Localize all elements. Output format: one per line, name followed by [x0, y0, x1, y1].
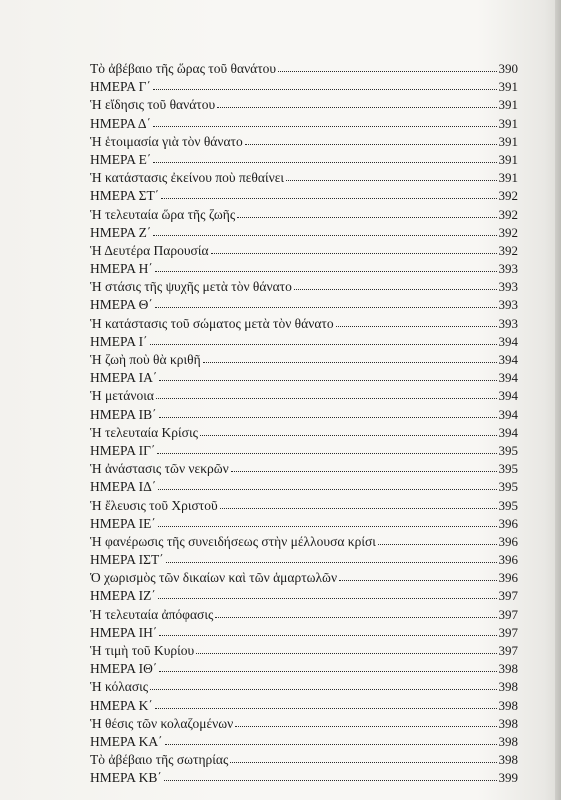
dot-leader: [158, 597, 497, 599]
toc-entry-title: Ἡ θέσις τῶν κολαζομένων: [90, 715, 234, 731]
toc-entry-title: ΗΜΕΡΑ ΚΑ΄: [90, 733, 163, 749]
toc-entry-title: Ἡ κόλασις: [90, 679, 149, 695]
toc-entry-title: Ἡ τελευταία ὥρα τῆς ζωῆς: [90, 206, 236, 222]
toc-entry: [90, 460, 518, 478]
dot-leader: [156, 397, 497, 399]
toc-entry-page-number: 393: [498, 279, 518, 295]
toc-entry: [90, 115, 518, 133]
dot-leader: [231, 470, 497, 472]
toc-entry-page-number: 394: [498, 352, 518, 367]
toc-entry-page-number: 397: [498, 606, 518, 622]
dot-leader: [166, 561, 497, 563]
toc-entry: [90, 224, 518, 242]
dot-leader: [230, 761, 496, 763]
toc-entry-page-number: 397: [498, 588, 518, 604]
toc-entry: [90, 551, 518, 569]
toc-entry-page-number: 399: [498, 770, 518, 786]
toc-entry: [90, 406, 518, 424]
dot-leader: [378, 543, 497, 545]
dot-leader: [153, 161, 496, 163]
toc-entry-page-number: 391: [498, 151, 518, 167]
toc-entry-title: ΗΜΕΡΑ Ι΄: [90, 333, 148, 349]
toc-entry-title: Τὸ ἀβέβαιο τῆς ὥρας τοῦ θανάτου: [90, 61, 277, 76]
toc-entry-title: ΗΜΕΡΑ Θ΄: [90, 297, 153, 313]
toc-entry-title: Ἡ ἔλευσις τοῦ Χριστοῦ: [90, 497, 218, 513]
toc-entry: [90, 187, 518, 205]
dot-leader: [237, 216, 496, 218]
toc-entry: [90, 169, 518, 187]
toc-entry-title: ΗΜΕΡΑ ΙΖ΄: [90, 588, 156, 604]
toc-entry: [90, 642, 518, 660]
dot-leader: [294, 288, 497, 290]
toc-entry: [90, 624, 518, 642]
toc-entry-page-number: 392: [498, 206, 518, 222]
dot-leader: [220, 507, 497, 509]
dot-leader: [339, 579, 496, 581]
toc-entry-title: ΗΜΕΡΑ Γ΄: [90, 79, 151, 95]
toc-entry-page-number: 394: [498, 406, 518, 422]
dot-leader: [196, 652, 496, 654]
dot-leader: [278, 70, 496, 72]
toc-entry-page-number: 396: [498, 515, 518, 531]
toc-entry-title: ΗΜΕΡΑ ΙΔ΄: [90, 479, 157, 495]
dot-leader: [159, 634, 496, 636]
dot-leader: [155, 707, 497, 709]
toc-entry: [90, 333, 518, 351]
dot-leader: [217, 106, 496, 108]
toc-entry-title: ΗΜΕΡΑ ΙΑ΄: [90, 370, 158, 386]
toc-entry-title: Ἡ ἑτοιμασία γιὰ τὸν θάνατο: [90, 133, 243, 149]
dot-leader: [150, 343, 497, 345]
toc-entry: [90, 242, 518, 260]
toc-entry-title: Ἡ εἴδησις τοῦ θανάτου: [90, 97, 216, 113]
dot-leader: [165, 743, 497, 745]
dot-leader: [336, 325, 497, 327]
toc-entry-page-number: 398: [498, 697, 518, 713]
table-of-contents: [90, 60, 518, 788]
toc-entry-title: Ἡ ἀνάστασις τῶν νεκρῶν: [90, 461, 229, 477]
toc-entry-title: ΗΜΕΡΑ ΙΗ΄: [90, 624, 158, 640]
dot-leader: [215, 616, 496, 618]
dot-leader: [203, 361, 497, 363]
toc-entry: [90, 387, 518, 405]
toc-entry: [90, 769, 518, 787]
dot-leader: [158, 525, 497, 527]
toc-entry-page-number: 397: [498, 624, 518, 640]
toc-entry: [90, 369, 518, 387]
toc-entry-title: ΗΜΕΡΑ Ε΄: [90, 151, 152, 167]
toc-entry-title: Ἡ τιμὴ τοῦ Κυρίου: [90, 643, 195, 658]
toc-entry-title: Ἡ φανέρωσις τῆς συνειδήσεως στὴν μέλλουσα κρίσι: [90, 533, 376, 549]
toc-entry-page-number: 394: [498, 370, 518, 386]
toc-entry-page-number: 395: [498, 479, 518, 495]
toc-entry-title: ΗΜΕΡΑ ΙΣΤ΄: [90, 552, 164, 568]
toc-entry: [90, 206, 518, 224]
toc-entry: [90, 569, 518, 587]
toc-entry-page-number: 394: [498, 333, 518, 349]
toc-entry-page-number: 398: [498, 752, 518, 768]
toc-entry-page-number: 393: [498, 297, 518, 313]
toc-entry-title: ΗΜΕΡΑ ΙΓ΄: [90, 442, 156, 458]
dot-leader: [200, 434, 497, 436]
toc-entry: [90, 678, 518, 696]
toc-entry: [90, 133, 518, 151]
toc-entry: [90, 78, 518, 96]
toc-entry-page-number: 398: [498, 733, 518, 749]
toc-entry: [90, 515, 518, 533]
dot-leader: [153, 88, 497, 90]
toc-entry-title: Ἡ τελευταία ἀπόφασις: [90, 606, 214, 622]
toc-entry-page-number: 395: [498, 497, 518, 513]
toc-entry-title: ΗΜΕΡΑ Η΄: [90, 261, 153, 277]
toc-entry-title: Ἡ Δευτέρα Παρουσία: [90, 242, 209, 258]
toc-entry-page-number: 394: [498, 388, 518, 404]
toc-entry: [90, 715, 518, 733]
toc-entry-title: Ἡ στάσις τῆς ψυχῆς μετὰ τὸν θάνατο: [90, 279, 292, 295]
toc-entry-title: Ἡ τελευταία Κρίσις: [90, 424, 198, 440]
dot-leader: [150, 688, 496, 690]
toc-entry-page-number: 394: [498, 424, 518, 440]
toc-entry-page-number: 395: [498, 442, 518, 458]
toc-entry-page-number: 392: [498, 188, 518, 204]
dot-leader: [153, 125, 496, 127]
toc-entry-title: ΗΜΕΡΑ Κ΄: [90, 697, 153, 713]
dot-leader: [155, 270, 497, 272]
toc-entry-title: Ἡ ζωὴ ποὺ θὰ κριθῆ: [90, 352, 201, 367]
toc-entry-title: ΗΜΕΡΑ ΚΒ΄: [90, 770, 162, 786]
toc-entry-page-number: 391: [498, 115, 518, 131]
dot-leader: [235, 725, 496, 727]
toc-entry-title: Ἡ κατάστασις ἐκείνου ποὺ πεθαίνει: [90, 170, 285, 186]
toc-entry-page-number: 391: [498, 97, 518, 113]
dot-leader: [161, 197, 496, 199]
dot-leader: [286, 179, 496, 181]
toc-entry: [90, 497, 518, 515]
dot-leader: [159, 670, 496, 672]
toc-entry-title: ΗΜΕΡΑ Ζ΄: [90, 224, 152, 240]
toc-entry: [90, 60, 518, 78]
toc-entry-title: Τὸ ἀβέβαιο τῆς σωτηρίας: [90, 752, 229, 768]
toc-entry-page-number: 398: [498, 715, 518, 731]
toc-entry-page-number: 393: [498, 261, 518, 277]
toc-entry: [90, 151, 518, 169]
dot-leader: [157, 452, 496, 454]
toc-entry-page-number: 396: [498, 533, 518, 549]
toc-entry-title: Ἡ κατάστασις τοῦ σώματος μετὰ τὸν θάνατο: [90, 315, 334, 331]
toc-entry-page-number: 396: [498, 570, 518, 586]
toc-entry: [90, 478, 518, 496]
toc-entry-page-number: 392: [498, 242, 518, 258]
toc-entry-page-number: 398: [498, 661, 518, 677]
dot-leader: [159, 379, 496, 381]
dot-leader: [159, 416, 497, 418]
toc-entry-page-number: 392: [498, 224, 518, 240]
toc-entry-page-number: 391: [498, 79, 518, 95]
toc-entry: [90, 278, 518, 296]
dot-leader: [164, 779, 497, 781]
toc-entry-page-number: 391: [498, 170, 518, 186]
toc-entry: [90, 733, 518, 751]
toc-entry-page-number: 395: [498, 461, 518, 477]
toc-entry: [90, 424, 518, 442]
toc-entry-title: ΗΜΕΡΑ ΙΒ΄: [90, 406, 157, 422]
toc-entry: [90, 533, 518, 551]
toc-entry-page-number: 396: [498, 552, 518, 568]
toc-entry-title: ΗΜΕΡΑ ΣΤ΄: [90, 188, 160, 204]
toc-entry-page-number: 397: [498, 643, 518, 658]
page-edge-shadow: [555, 0, 561, 800]
toc-entry: [90, 751, 518, 769]
dot-leader: [158, 488, 496, 490]
dot-leader: [155, 306, 497, 308]
toc-entry: [90, 260, 518, 278]
toc-entry: [90, 587, 518, 605]
toc-entry: [90, 660, 518, 678]
toc-entry: [90, 442, 518, 460]
toc-entry-page-number: 391: [498, 133, 518, 149]
toc-entry-title: ΗΜΕΡΑ Δ΄: [90, 115, 152, 131]
toc-entry: [90, 315, 518, 333]
toc-entry-page-number: 390: [498, 61, 518, 76]
toc-entry-title: ΗΜΕΡΑ ΙΘ΄: [90, 661, 158, 677]
toc-entry: [90, 96, 518, 114]
dot-leader: [211, 252, 497, 254]
toc-entry: [90, 697, 518, 715]
toc-entry: [90, 296, 518, 314]
toc-entry-page-number: 398: [498, 679, 518, 695]
dot-leader: [245, 143, 497, 145]
toc-entry: [90, 606, 518, 624]
toc-entry-title: Ὁ χωρισμὸς τῶν δικαίων καὶ τῶν ἁμαρτωλῶν: [90, 570, 338, 586]
toc-entry-title: ΗΜΕΡΑ ΙΕ΄: [90, 515, 156, 531]
dot-leader: [153, 234, 496, 236]
toc-entry: [90, 351, 518, 369]
toc-entry-title: Ἡ μετάνοια: [90, 388, 154, 404]
toc-entry-page-number: 393: [498, 315, 518, 331]
